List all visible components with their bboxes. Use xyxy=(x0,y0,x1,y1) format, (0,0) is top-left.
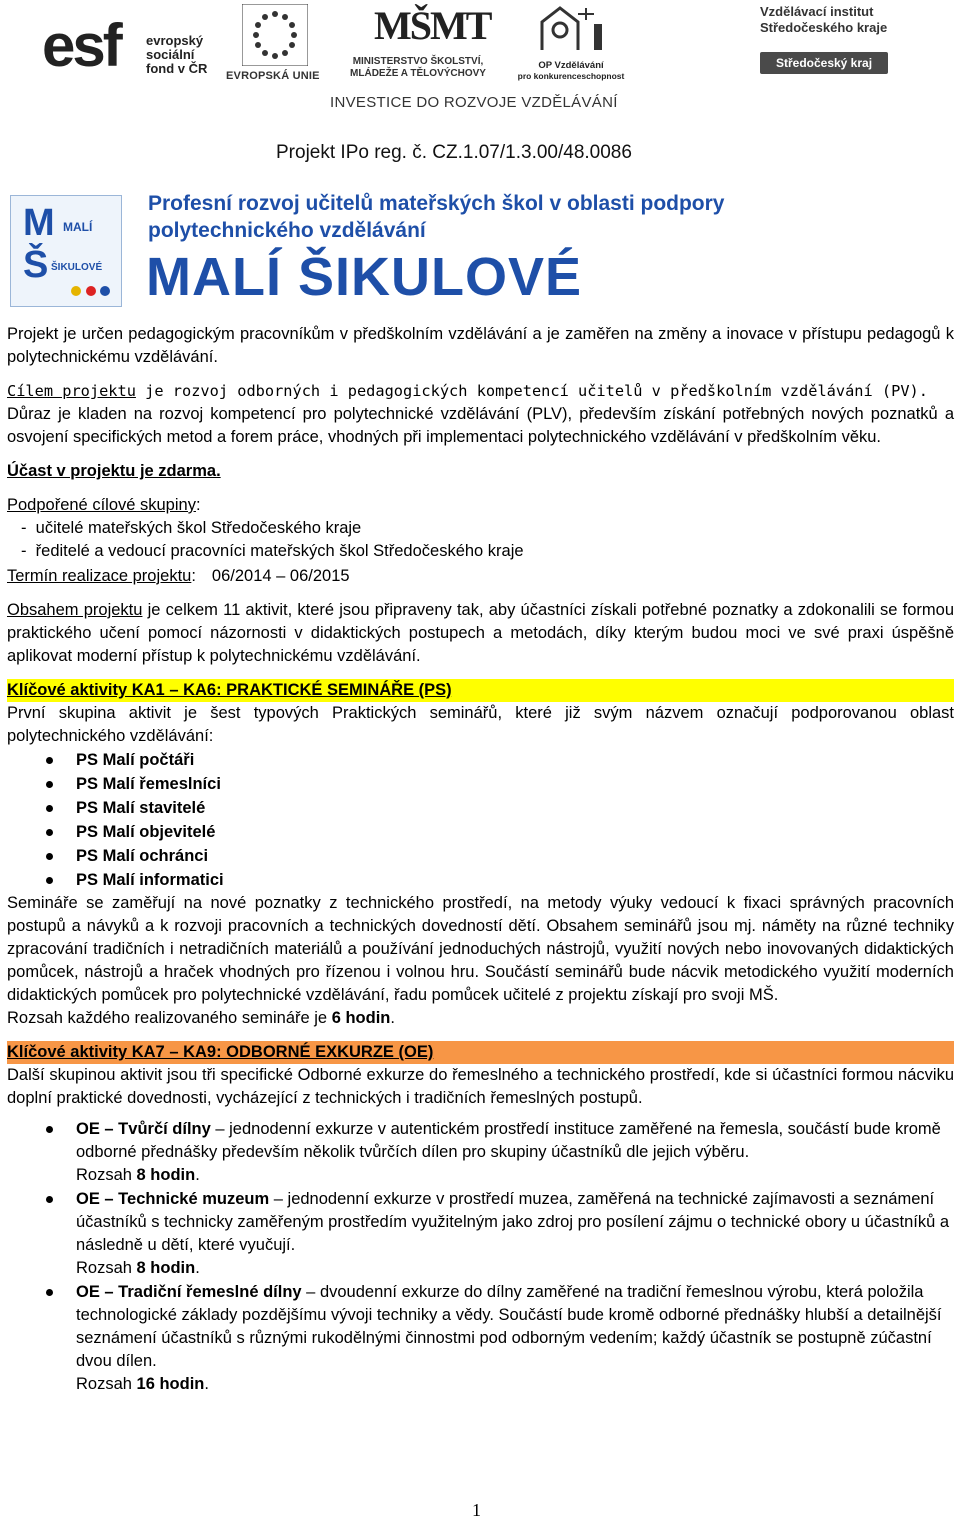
excursion-text: – jednodenní exkurze v prostředí muzea, zaměřená na technické zajímavosti a seznámení účastníků s technicky zaměřeným prostředím využitelným jako zdroj pro posílení zájmu o technické obory u účastníků a následně u dětí, které vyučují. xyxy=(76,1190,950,1254)
esf-line3: fond v ČR xyxy=(146,61,208,76)
excursion-text: – jednodenní exkurze v autentickém prostředí instituce zaměřené na řemesla, součástí bude kromě odborné přednášky především několik tvůrčích dílen pro skupiny účastníků dle jejich výběru. xyxy=(76,1120,941,1161)
term-colon: : xyxy=(191,567,196,585)
ka1-intro: První skupina aktivit je šest typových Praktických seminářů, které již svým názvem označují podporovanou oblast polytechnického vzdělávání: xyxy=(7,704,954,745)
goal-text: je rozvoj odborných i pedagogických kompetencí učitelů v předškolním vzdělávání (PV). xyxy=(135,382,928,400)
list-item xyxy=(7,1281,954,1396)
investice-caption: INVESTICE DO ROZVOJE VZDĚLÁVÁNÍ xyxy=(330,94,618,111)
project-logo xyxy=(10,195,122,307)
term-value: 06/2014 – 06/2015 xyxy=(211,567,350,585)
msmt-mark: MŠMT xyxy=(374,3,491,48)
scope-suffix: . xyxy=(195,1259,200,1277)
term-line xyxy=(7,565,954,588)
esf-line2: sociální xyxy=(146,47,195,62)
list-item: PS Malí informatici xyxy=(7,869,954,892)
ka1-heading: Klíčové aktivity KA1 – KA6: PRAKTICKÉ SEMINÁŘE (PS) xyxy=(7,679,954,702)
institute-line1: Vzdělávací institut xyxy=(760,4,874,19)
excursion-scope xyxy=(76,1373,954,1396)
list-item: PS Malí stavitelé xyxy=(7,797,954,820)
content-text: je celkem 11 aktivit, které jsou připraveny tak, aby účastníci získali potřebné poznatky a zdokonalili se formou praktického učení pomocí názornosti v didaktických postupech a metodách, díky kterým budou moci ve své praxi úspěšně aplikovat moderní přístup k polytechnickému vzdělávání. xyxy=(7,601,955,665)
target-groups xyxy=(7,494,954,563)
eu-stars-icon xyxy=(242,4,308,66)
ka7-heading: Klíčové aktivity KA7 – KA9: ODBORNÉ EXKURZE (OE) xyxy=(7,1041,954,1064)
list-item: PS Malí objevitelé xyxy=(7,821,954,844)
ka1-list xyxy=(7,749,954,892)
emphasis-paragraph: Důraz je kladen na rozvoj kompetencí pro polytechnické vzdělávání (PLV), především získání potřebných nových poznatků a osvojení specifických metod a forem práce, vhodných při implementaci polytechnického vzdělávání v předškolním věku. xyxy=(7,405,954,446)
intro-paragraph: Projekt je určen pedagogickým pracovníkům v předškolním vzdělávání a je zaměřen na změny a inovace v přístupu pedagogů k polytechnickému vzdělávání. xyxy=(7,325,954,366)
scope-prefix: Rozsah xyxy=(76,1259,137,1277)
goal-label: Cílem projektu xyxy=(7,382,136,400)
esf-mark: esf xyxy=(42,12,120,79)
msmt-line1: MINISTERSTVO ŠKOLSTVÍ, xyxy=(352,56,484,67)
excursion-name: OE – Technické muzeum xyxy=(76,1190,270,1208)
group-item-text: učitelé mateřských škol Středočeského kraje xyxy=(35,519,362,537)
scope-value: 16 hodin xyxy=(136,1375,205,1393)
group-item: - učitelé mateřských škol Středočeského kraje xyxy=(21,519,362,537)
excursion-name: OE – Tradiční řemeslné dílny xyxy=(76,1283,302,1301)
colored-dots-icon xyxy=(71,282,110,301)
op-line1: OP Vzdělávání xyxy=(538,60,604,71)
goal-paragraph xyxy=(7,380,954,403)
project-logo-s: Š xyxy=(23,244,49,286)
scope-value: 8 hodin xyxy=(136,1259,196,1277)
ka1-scope xyxy=(7,1007,954,1030)
excursion-scope xyxy=(76,1257,954,1280)
eu-caption: EVROPSKÁ UNIE xyxy=(226,70,320,82)
institute-logo xyxy=(760,4,950,84)
excursion-name: OE – Tvůrčí dílny xyxy=(76,1120,211,1138)
project-logo-sikulove: ŠIKULOVÉ xyxy=(51,262,103,273)
institute-line2: Středočeského kraje xyxy=(760,20,888,35)
scope-value: 8 hodin xyxy=(136,1166,196,1184)
project-logo-m: M xyxy=(23,202,55,244)
project-logo-mali: MALÍ xyxy=(63,220,93,234)
scope-suffix: . xyxy=(204,1375,209,1393)
ka7-intro: Další skupinou aktivit jsou tři specifické Odborné exkurze do řemeslného a technického prostředí, kde si účastníci formou nácviku doplní praktické dovednosti, vycházející z technických i tradičních řemeslných postupů. xyxy=(7,1066,954,1107)
scope-suffix: . xyxy=(390,1009,395,1027)
scope-prefix: Rozsah každého realizovaného semináře je xyxy=(7,1009,332,1027)
content-label: Obsahem projektu xyxy=(7,601,143,619)
ka1-body: Semináře se zaměřují na nové poznatky z technického prostředí, na metody výuky vedoucí k fixaci správných pracovních postupů a návyků a k rozvoji pracovních a technických dovedností dětí. Obsahem seminářů jsou mj. náměty na různé techniky zpracování tradičních i netradičních materiálů a používání jednoduchých nástrojů, využití nových nebo inovovaných didaktických pomůcek, nástrojů a hraček vhodných pro řízenou i volnou hru. Součástí seminářů bude nácvik metodického využití moderních didaktických pomůcek pro polytechnické vzdělávání, řadu pomůcek učitelé z projektu získají pro svoji MŠ. xyxy=(7,894,954,1004)
msmt-logo xyxy=(330,2,506,84)
institute-badge: Středočeský kraj xyxy=(760,52,888,74)
content-paragraph xyxy=(7,599,954,668)
esf-logo xyxy=(40,12,220,84)
eu-logo xyxy=(226,4,324,84)
page-number: 1 xyxy=(472,1500,481,1520)
groups-label: Podpořené cílové skupiny xyxy=(7,496,196,514)
ka7-list xyxy=(7,1118,954,1396)
scope-suffix: . xyxy=(195,1166,200,1184)
groups-colon: : xyxy=(195,496,201,514)
logo-bar xyxy=(0,0,960,120)
free-participation: Účast v projektu je zdarma. xyxy=(7,462,221,480)
excursion-scope xyxy=(76,1164,954,1187)
list-item: PS Malí řemeslníci xyxy=(7,773,954,796)
op-logo xyxy=(512,4,630,84)
list-item: PS Malí počtáři xyxy=(7,749,954,772)
list-item xyxy=(7,1118,954,1187)
excursion-text: – dvoudenní exkurze do dílny zaměřené na tradiční řemeslnou výrobu, která položila technologické základy pozdějšímu vývoji techniky a vědy. Součástí bude kromě odborné přednášky hlubší a detailnější seznámení účastníků s různými rukodělnými činnostmi pod odborným vedením; každý účastník se postupně zúčastní dvou dílen. xyxy=(76,1283,942,1370)
scope-prefix: Rozsah xyxy=(76,1375,137,1393)
title-line2: polytechnického vzdělávání xyxy=(148,219,426,242)
group-item-text: ředitelé a vedoucí pracovníci mateřských škol Středočeského kraje xyxy=(35,542,524,560)
title-line1: Profesní rozvoj učitelů mateřských škol v oblasti podpory xyxy=(148,192,725,215)
esf-line1: evropský xyxy=(146,33,204,48)
group-item: - ředitelé a vedoucí pracovníci mateřských škol Středočeského kraje xyxy=(21,542,524,560)
list-item: PS Malí ochránci xyxy=(7,845,954,868)
title-big: MALÍ ŠIKULOVÉ xyxy=(146,247,583,307)
list-item xyxy=(7,1188,954,1280)
scope-prefix: Rozsah xyxy=(76,1166,137,1184)
op-line2: pro konkurenceschopnost xyxy=(517,71,625,81)
scope-value: 6 hodin xyxy=(331,1009,391,1027)
term-label: Termín realizace projektu xyxy=(7,567,192,585)
op-emblem-icon xyxy=(534,4,606,56)
main-content xyxy=(7,323,954,1396)
project-code: Projekt IPo reg. č. CZ.1.07/1.3.00/48.0086 xyxy=(276,142,632,163)
msmt-line2: MLÁDEŽE A TĚLOVÝCHOVY xyxy=(350,68,486,79)
